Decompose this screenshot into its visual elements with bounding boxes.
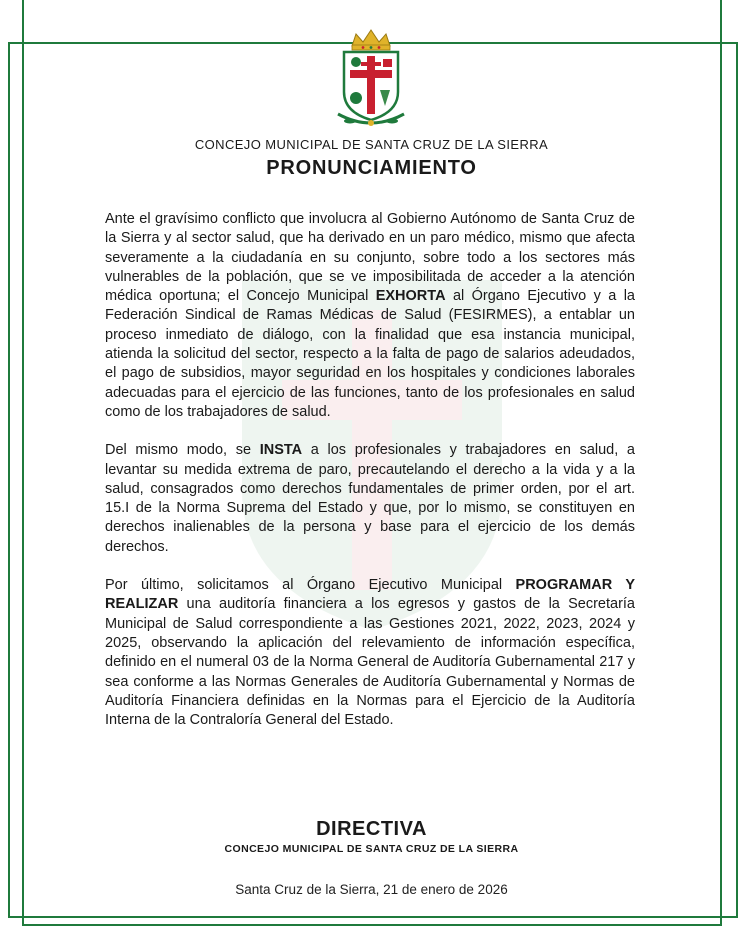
paragraph-exhorta (105, 210, 635, 422)
page-title: PRONUNCIAMIENTO (266, 157, 477, 179)
signature-title: DIRECTIVA (316, 818, 427, 840)
paragraph-text: Por último, solicitamos al Órgano Ejecutivo Municipal (105, 577, 516, 594)
paragraph-text: Ante el gravísimo conflicto que involucra al Gobierno Autónomo de Santa Cruz de la Sierra y al sector salud, que ha derivado en un paro médico, mismo que afecta severamente a la ciudadanía en su conjunto, sobre todo a los sectores más vulnerables de la población, que se ve imposibilitada de acceder a la atención médica oportuna; el Concejo Municipal (105, 211, 635, 305)
signature-subtitle: CONCEJO MUNICIPAL DE SANTA CRUZ DE LA SIERRA (224, 843, 519, 855)
paragraph-insta (105, 441, 635, 557)
pronouncement-body (105, 210, 635, 749)
emphasis-insta: INSTA (259, 442, 303, 459)
paragraph-text: una auditoría financiera a los egresos y gastos de la Secretaría Municipal de Salud correspondiente a las Gestiones 2021, 2022, 2023, 2024 y 2025, observando la aplicación del relevamiento de información específica, definido en el numeral 03 de la Norma General de Auditoría Gubernamental 217 y sea conforme a las Normas Generales de Auditoría Gubernamental y Normas de Auditoría Financiera definidas en la Normas para el Ejercicio de la Auditoría Interna de la Contraloría General del Estado. (105, 596, 635, 729)
paragraph-auditoria (105, 576, 635, 730)
paragraph-text: Del mismo modo, se (105, 442, 260, 459)
paragraph-text: a los profesionales y trabajadores en salud, a levantar su medida extrema de paro, precautelando el derecho a la vida y a la salud, consagrados como derechos fundamentales de primer orden, por el art. 15.I de la Norma Suprema del Estado y que, por lo mismo, se constituyen en derechos inalienables de la persona y base para el ejercicio de los demás derechos. (105, 442, 635, 555)
council-name-heading: CONCEJO MUNICIPAL DE SANTA CRUZ DE LA SIERRA (194, 137, 549, 152)
coat-of-arms-icon (330, 26, 412, 130)
paragraph-text: al Órgano Ejecutivo y a la Federación Sindical de Ramas Médicas de Salud (FESIRMES), a entablar un proceso inmediato de diálogo, con la finalidad que esa instancia municipal, atienda la solicitud del sector, respecto a la falta de pago de salarios adeudados, el pago de subsidios, mayor seguridad en los hospitales y condiciones laborales adecuadas para el ejercicio de las funciones, tanto de los profesionales en salud como de los trabajadores de salud. (105, 288, 635, 420)
emphasis-programar: PROGRAMAR Y REALIZAR (105, 577, 636, 613)
emphasis-exhorta: EXHORTA (375, 288, 446, 305)
date-line: Santa Cruz de la Sierra, 21 de enero de 2026 (235, 882, 508, 897)
